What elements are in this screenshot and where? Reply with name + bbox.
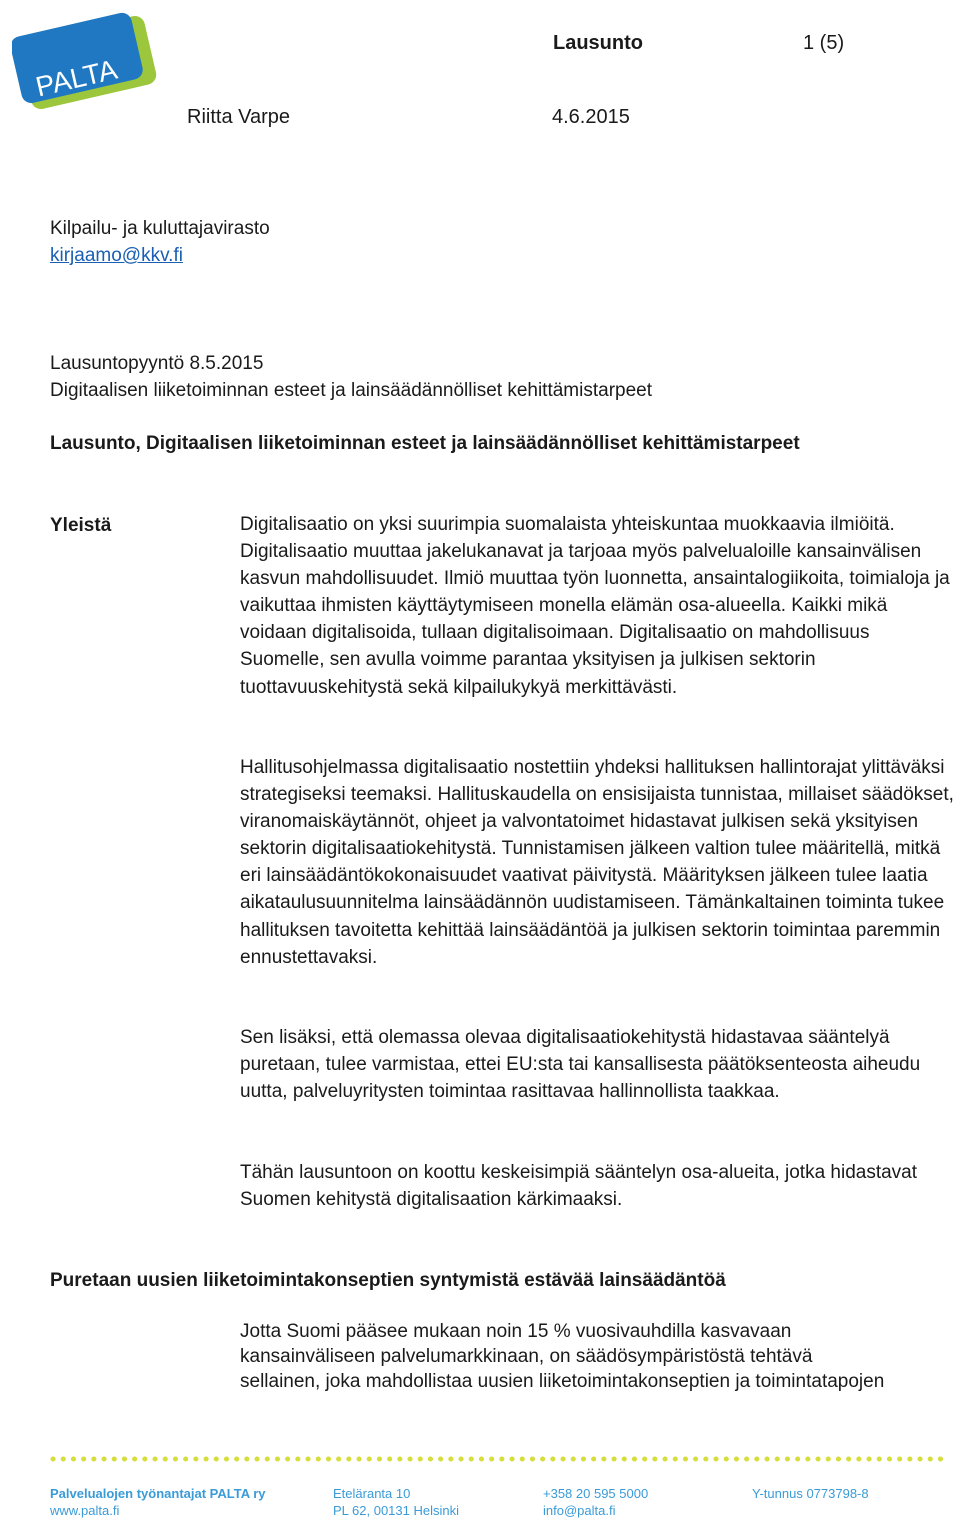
section-heading-regulation: Puretaan uusien liiketoimintakonseptien syntymistä estävää lainsäädäntöä [50, 1270, 726, 1291]
main-heading: Lausunto, Digitaalisen liiketoiminnan esteet ja lainsäädännölliset kehittämistarpeet [50, 433, 800, 454]
footer-contact [543, 1485, 648, 1519]
footer-org-name: Palvelualojen työnantajat PALTA ry [50, 1486, 266, 1501]
recipient-name: Kilpailu- ja kuluttajavirasto [50, 218, 270, 239]
paragraph-5 [240, 1319, 958, 1394]
footer-postal: PL 62, 00131 Helsinki [333, 1503, 459, 1518]
paragraph-3: Sen lisäksi, että olemassa olevaa digitalisaatiokehitystä hidastavaa sääntelyä puretaan, tulee varmistaa, ettei EU:sta tai kansallisesta päätöksenteosta aiheudu uutta, palveluyritysten toimintaa rasittavaa hallinnollista taakkaa. [240, 1027, 921, 1103]
document-date: 4.6.2015 [552, 106, 630, 128]
paragraph-5-line: sellainen, joka mahdollistaa uusien liiketoimintakonseptien ja toimintatapojen [240, 1371, 885, 1392]
footer-website: www.palta.fi [50, 1503, 120, 1518]
author-name: Riitta Varpe [187, 106, 291, 128]
footer-street: Eteläranta 10 [333, 1486, 411, 1501]
paragraph-1: Digitalisaatio on yksi suurimpia suomalaista yhteiskuntaa muokkaavia ilmiöitä. Digitalisaatio muuttaa jakelukanavat ja tarjoaa myös palvelualoille kansainvälisen kasvun mahdollisuudet. Ilmiö muuttaa työn luonnetta, ansaintalogiikoita, toimialoja ja vaikuttaa ihmisten käyttäytymiseen monella elämän osa-alueella. Kaikki mikä voidaan digitalisoida, tullaan digitalisoimaan. Digitalisaatio on mahdollisuus Suomelle, sen avulla voimme parantaa yksityisen ja julkisen sektorin tuottavuuskehitystä sekä kilpailukykyä merkittävästi. [240, 514, 950, 698]
footer-email: info@palta.fi [543, 1503, 616, 1518]
request-subject: Digitaalisen liiketoiminnan esteet ja lainsäädännölliset kehittämistarpeet [50, 380, 653, 401]
recipient-email-link[interactable]: kirjaamo@kkv.fi [50, 245, 183, 266]
page-number: 1 (5) [803, 32, 845, 54]
footer-phone: +358 20 595 5000 [543, 1486, 649, 1501]
paragraph-5-line: kansainväliseen palvelumarkkinaan, on säädösympäristöstä tehtävä [240, 1346, 813, 1367]
footer-dotted-divider [50, 1455, 950, 1463]
document-type: Lausunto [553, 32, 643, 54]
footer-business-id: Y-tunnus 0773798-8 [752, 1486, 869, 1501]
section-label-general: Yleistä [50, 515, 112, 536]
paragraph-2: Hallitusohjelmassa digitalisaatio nostettiin yhdeksi hallituksen hallintorajat ylittäväksi strategiseksi teemaksi. Hallituskaudella on ensisijaista tunnistaa, millaiset säädökset, viranomaiskäytännöt, ohjeet ja valvontatoimet hidastavat julkisen sekä yksityisen sektorin digitalisaatiokehitystä. Tunnistamisen jälkeen valtion tulee määritellä, mitkä eri lainsäädäntökokonaisuudet vaativat päivitystä. Määrityksen jälkeen tulee laatia aikataulusuunnitelma lainsäädännön uudistamiseen. Tämänkaltainen toiminta tukee hallituksen tavoitetta kehittää lainsäädäntöä ja julkisen sektorin toimintaa paremmin ennustettavaksi. [240, 757, 954, 968]
logo-text: PALTA [32, 53, 121, 103]
footer-address [333, 1485, 459, 1519]
palta-logo [12, 10, 160, 116]
paragraph-4: Tähän lausuntoon on koottu keskeisimpiä sääntelyn osa-alueita, jotka hidastavat Suomen kehitystä digitalisaation kärkimaaksi. [240, 1162, 918, 1211]
footer-organization [50, 1485, 266, 1519]
paragraph-5-line: Jotta Suomi pääsee mukaan noin 15 % vuosivauhdilla kasvavaan [240, 1321, 792, 1342]
request-reference: Lausuntopyyntö 8.5.2015 [50, 353, 264, 374]
